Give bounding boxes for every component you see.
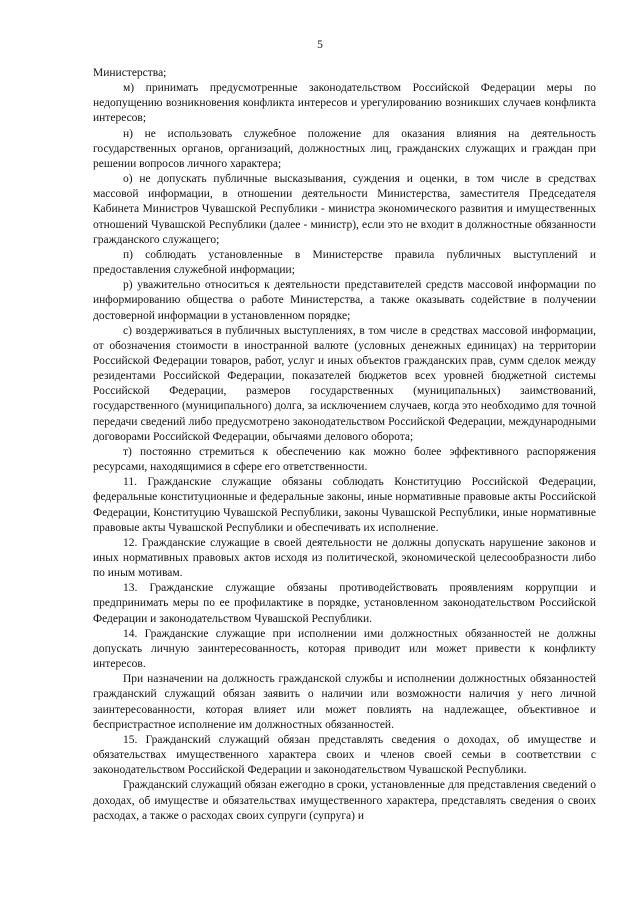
paragraph: При назначении на должность гражданской службы и исполнении должностных обязанностей гражданский служащий обязан заявить о наличии или возможности наличия у него личной заинтересованности, которая влияет или может повлиять на надлежащее, объективное и беспристрастное исполнение им должностных обязанностей. bbox=[93, 673, 596, 731]
paragraph: 13. Гражданские служащие обязаны противодействовать проявлениям коррупции и предпринимать меры по ее профилактике в порядке, установленном законодательством Российской Федерации и законодательством Чувашской Республики. bbox=[93, 582, 596, 625]
paragraph: 11. Гражданские служащие обязаны соблюдать Конституцию Российской Федерации, федеральные конституционные и федеральные законы, иные нормативные правовые акты Российской Федерации, Конституцию Чувашской Республики, законы Чувашской Республики, иные нормативные правовые акты Чувашской Республики и обеспечивать их исполнение. bbox=[93, 476, 596, 534]
page-number: 5 bbox=[317, 39, 323, 51]
paragraph: с) воздерживаться в публичных выступлениях, в том числе в средствах массовой информации, от обозначения стоимости в иностранной валюте (условных денежных единицах) на территории Российской Федерации товаров, работ, услуг и иных объектов гражданских прав, сумм сделок между резидентами Российской Федерации, показателей бюджетов всех уровней бюджетной системы Российской Федерации, размеров государственных (муниципальных) заимствований, государственного (муниципального) долга, за исключением случаев, когда это необходимо для точной передачи сведений либо предусмотрено законодательством Российской Федерации, международными договорами Российской Федерации, обычаями делового оборота; bbox=[93, 324, 596, 443]
paragraph: 14. Гражданские служащие при исполнении ими должностных обязанностей не должны допускать личную заинтересованность, которая приводит или может привести к конфликту интересов. bbox=[93, 627, 596, 671]
paragraph: м) принимать предусмотренные законодательством Российской Федерации меры по недопущению возникновения конфликта интересов и урегулированию возникших случаев конфликта интересов; bbox=[93, 82, 596, 125]
paragraph: о) не допускать публичные высказывания, суждения и оценки, в том числе в средствах массовой информации, в отношении деятельности Министерства, заместителя Председателя Кабинета Министров Чувашской Республики - министра экономического развития и имущественных отношений Чувашской Республики (далее - министр), если это не входит в должностные обязанности гражданского служащего; bbox=[93, 173, 596, 246]
paragraph: п) соблюдать установленные в Министерстве правила публичных выступлений и предоставления служебной информации; bbox=[93, 248, 596, 277]
paragraph: н) не использовать служебное положение для оказания влияния на деятельность государственных органов, организаций, должностных лиц, гражданских служащих и граждан при решении вопросов личного характера; bbox=[93, 127, 596, 170]
paragraph: т) постоянно стремиться к обеспечению как можно более эффективного распоряжения ресурсами, находящимися в сфере его ответственности. bbox=[93, 445, 596, 474]
paragraph: Министерства; bbox=[93, 67, 167, 79]
paragraph: Гражданский служащий обязан ежегодно в сроки, установленные для представления сведений о доходах, об имуществе и обязательствах имущественного характера, представлять сведения о своих расходах, а также о расходах своих супруги (супруга) и bbox=[93, 779, 596, 822]
paragraph: 12. Гражданские служащие в своей деятельности не должны допускать нарушение законов и иных нормативных правовых актов исходя из политической, экономической целесообразности либо по иным мотивам. bbox=[93, 536, 596, 580]
document-body bbox=[93, 66, 596, 824]
paragraph: 15. Гражданский служащий обязан представлять сведения о доходах, об имуществе и обязательствах имущественного характера своих и членов своей семьи в соответствии с законодательством Российской Федерации и законодательством Чувашской Республики. bbox=[93, 733, 596, 777]
paragraph: р) уважительно относиться к деятельности представителей средств массовой информации по информированию общества о работе Министерства, а также оказывать содействие в получении достоверной информации в установленном порядке; bbox=[93, 279, 596, 322]
